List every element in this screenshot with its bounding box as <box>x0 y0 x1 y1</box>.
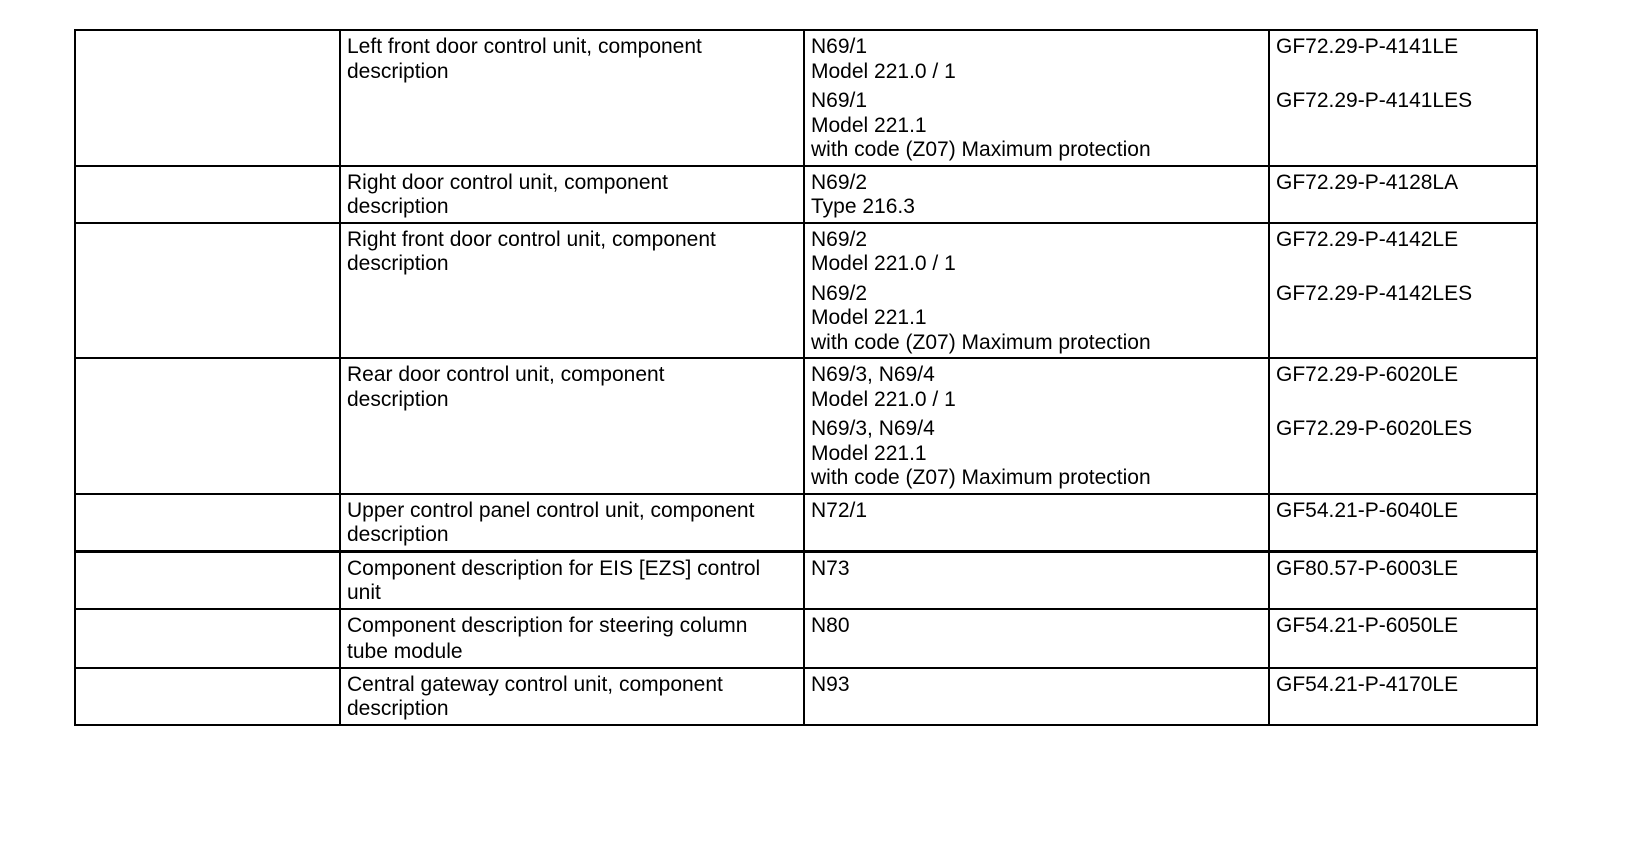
table-row <box>75 30 1537 166</box>
designation-line: Model 221.1 <box>811 113 927 137</box>
description-line: description <box>347 387 449 411</box>
empty-cell <box>75 30 340 166</box>
component-designation <box>804 494 1269 552</box>
document-reference <box>1269 223 1537 359</box>
reference-link[interactable]: GF72.29-P-4128LA <box>1276 170 1459 194</box>
reference-link[interactable]: GF72.29-P-6020LES <box>1276 417 1473 440</box>
component-description <box>340 551 804 609</box>
reference-link[interactable]: GF72.29-P-4142LES <box>1276 281 1473 305</box>
empty-cell <box>75 166 340 223</box>
designation-line: N93 <box>811 672 850 696</box>
description-line: description <box>347 59 449 83</box>
designation-line: N69/3, N69/4 <box>811 363 935 386</box>
table-row <box>75 609 1537 668</box>
reference-link[interactable]: GF54.21-P-6040LE <box>1276 498 1459 522</box>
empty-cell <box>75 609 340 668</box>
description-line: description <box>347 523 449 546</box>
component-designation <box>804 30 1269 166</box>
document-reference <box>1269 166 1537 223</box>
component-description <box>340 166 804 223</box>
document-reference <box>1269 609 1537 668</box>
table-row <box>75 494 1537 552</box>
reference-link[interactable]: GF72.29-P-4141LE <box>1276 35 1459 58</box>
table-row <box>75 551 1537 609</box>
document-reference <box>1269 494 1537 552</box>
description-line: Component description for EIS [EZS] control <box>347 556 761 580</box>
table-row <box>75 223 1537 359</box>
description-line: Rear door control unit, component <box>347 363 665 386</box>
designation-line: N80 <box>811 613 850 637</box>
component-designation <box>804 551 1269 609</box>
component-designation <box>804 668 1269 725</box>
designation-line: Type 216.3 <box>811 195 915 218</box>
component-designation <box>804 166 1269 223</box>
component-description <box>340 668 804 725</box>
reference-link[interactable]: GF54.21-P-6050LE <box>1276 613 1459 637</box>
designation-line: Model 221.1 <box>811 306 927 329</box>
designation-line: with code (Z07) Maximum protection <box>811 138 1151 161</box>
empty-cell <box>75 494 340 552</box>
description-line: description <box>347 697 449 720</box>
reference-link[interactable]: GF54.21-P-4170LE <box>1276 672 1459 696</box>
designation-line: with code (Z07) Maximum protection <box>811 466 1151 489</box>
empty-cell <box>75 668 340 725</box>
reference-link[interactable]: GF72.29-P-6020LE <box>1276 363 1459 386</box>
document-reference <box>1269 358 1537 494</box>
table-row <box>75 166 1537 223</box>
designation-line: Model 221.0 / 1 <box>811 59 956 83</box>
document-reference <box>1269 668 1537 725</box>
description-line: unit <box>347 581 381 604</box>
designation-line: with code (Z07) Maximum protection <box>811 330 1151 354</box>
reference-link[interactable]: GF72.29-P-4142LE <box>1276 227 1459 251</box>
description-line: Right front door control unit, component <box>347 227 716 251</box>
component-designation <box>804 609 1269 668</box>
designation-line: Model 221.0 / 1 <box>811 387 956 411</box>
description-line: Right door control unit, component <box>347 170 669 194</box>
designation-line: N69/2 <box>811 170 868 194</box>
component-designation <box>804 358 1269 494</box>
designation-line: N73 <box>811 556 850 580</box>
description-line: Upper control panel control unit, component <box>347 498 755 522</box>
designation-line: N69/3, N69/4 <box>811 417 935 440</box>
component-description <box>340 30 804 166</box>
table-row <box>75 668 1537 725</box>
component-table-body <box>75 30 1537 725</box>
designation-line: N72/1 <box>811 498 868 522</box>
empty-cell <box>75 551 340 609</box>
component-description <box>340 494 804 552</box>
reference-link[interactable]: GF72.29-P-4141LES <box>1276 89 1473 112</box>
designation-line: N69/2 <box>811 281 868 305</box>
designation-line: N69/1 <box>811 89 868 112</box>
description-line: Central gateway control unit, component <box>347 672 723 696</box>
table-row <box>75 358 1537 494</box>
component-description <box>340 609 804 668</box>
designation-line: N69/2 <box>811 227 868 251</box>
description-line: description <box>347 195 449 218</box>
component-table <box>74 29 1538 726</box>
description-line: Component description for steering column <box>347 613 748 637</box>
document-reference <box>1269 30 1537 166</box>
description-line: description <box>347 252 449 275</box>
description-line: tube module <box>347 640 463 663</box>
designation-line: N69/1 <box>811 35 868 58</box>
designation-line: Model 221.1 <box>811 441 927 465</box>
empty-cell <box>75 358 340 494</box>
empty-cell <box>75 223 340 359</box>
reference-link[interactable]: GF80.57-P-6003LE <box>1276 556 1459 580</box>
designation-line: Model 221.0 / 1 <box>811 252 956 275</box>
component-description <box>340 223 804 359</box>
document-reference <box>1269 551 1537 609</box>
component-designation <box>804 223 1269 359</box>
description-line: Left front door control unit, component <box>347 35 702 58</box>
component-description <box>340 358 804 494</box>
